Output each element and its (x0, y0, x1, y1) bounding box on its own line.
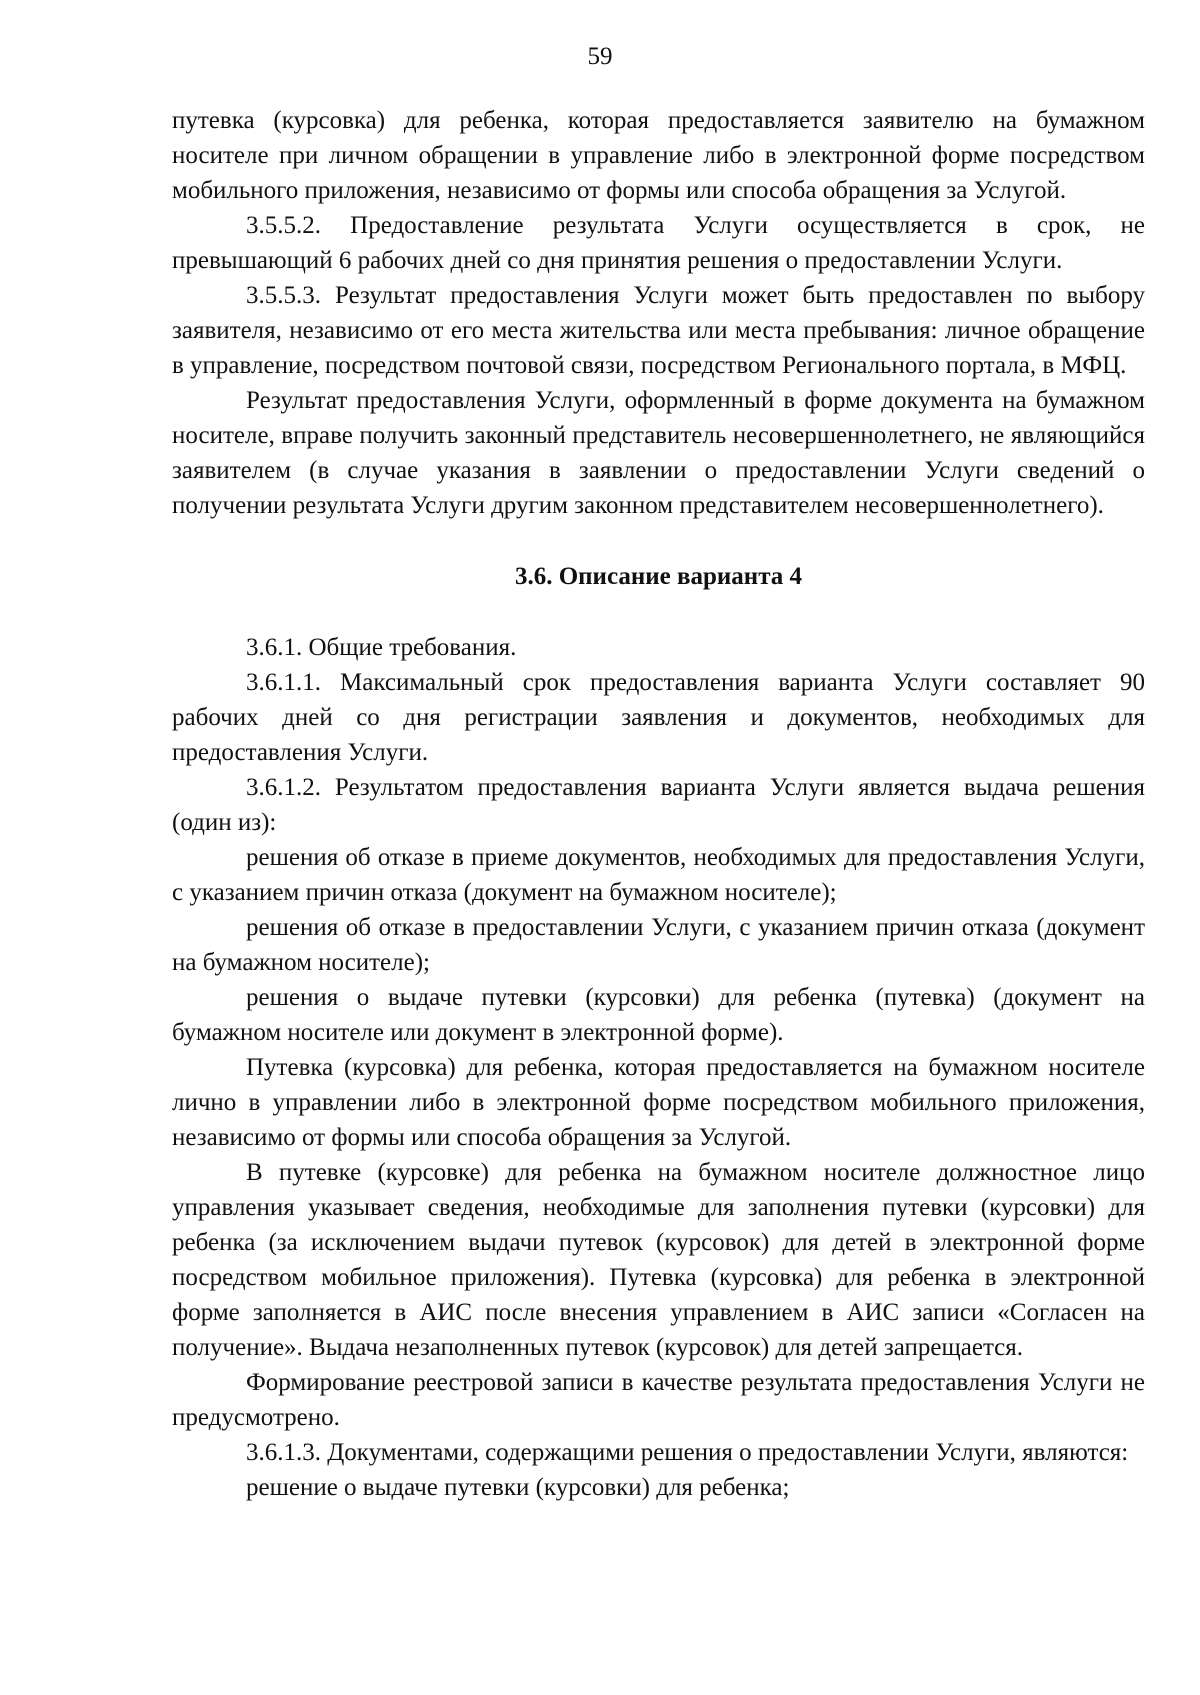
list-item-voucher-issue: решение о выдаче путевки (курсовки) для ребенка; (246, 1474, 790, 1501)
paragraph-3-6-1-3: 3.6.1.3. Документами, содержащими решения о предоставлении Услуги, являются: (246, 1439, 1129, 1466)
paragraph-3-6-1-2: 3.6.1.2. Результатом предоставления варианта Услуги является выдача решения (один из): (172, 774, 1145, 836)
paragraph-result-representative: Результат предоставления Услуги, оформленный в форме документа на бумажном носителе, вправе получить законный представитель несовершеннолетнего, не являющийся заявителем (в случае указания в заявлении о предоставлении Услуги сведений о получении результата Услуги другим законном представителем несовершеннолетнего). (172, 387, 1145, 519)
list-item-refusal-service: решения об отказе в предоставлении Услуги, с указанием причин отказа (документ на бумажном носителе); (172, 914, 1145, 976)
list-item-voucher-decision: решения о выдаче путевки (курсовки) для ребенка (путевка) (документ на бумажном носителе или документ в электронной форме). (172, 984, 1145, 1046)
paragraph-3-6-1-1: 3.6.1.1. Максимальный срок предоставления варианта Услуги составляет 90 рабочих дней со дня регистрации заявления и документов, необходимых для предоставления Услуги. (172, 669, 1145, 766)
document-body (172, 103, 1145, 1505)
paragraph-voucher-provision: Путевка (курсовка) для ребенка, которая предоставляется на бумажном носителе лично в управлении либо в электронной форме посредством мобильного приложения, независимо от формы или способа обращения за Услугой. (172, 1054, 1145, 1151)
paragraph-voucher-filling: В путевке (курсовке) для ребенка на бумажном носителе должностное лицо управления указывает сведения, необходимые для заполнения путевки (курсовки) для ребенка (за исключением выдачи путевок (курсовок) для детей в электронной форме посредством мобильное приложения). Путевка (курсовка) для ребенка в электронной форме заполняется в АИС после внесения управлением в АИС записи «Согласен на получение». Выдача незаполненных путевок (курсовок) для детей запрещается. (172, 1159, 1145, 1361)
paragraph-registry-record: Формирование реестровой записи в качестве результата предоставления Услуги не предусмотрено. (172, 1369, 1145, 1431)
paragraph-continuation: путевка (курсовка) для ребенка, которая предоставляется заявителю на бумажном носителе при личном обращении в управление либо в электронной форме посредством мобильного приложения, независимо от формы или способа обращения за Услугой. (172, 107, 1145, 204)
paragraph-3-6-1: 3.6.1. Общие требования. (246, 634, 517, 661)
page-number: 59 (587, 43, 613, 70)
list-item-refusal-documents: решения об отказе в приеме документов, необходимых для предоставления Услуги, с указанием причин отказа (документ на бумажном носителе); (172, 844, 1145, 906)
section-heading-3-6: 3.6. Описание варианта 4 (514, 563, 803, 590)
paragraph-3-5-5-3: 3.5.5.3. Результат предоставления Услуги может быть предоставлен по выбору заявителя, независимо от его места жительства или места пребывания: личное обращение в управление, посредством почтовой связи, посредством Регионального портала, в МФЦ. (172, 282, 1145, 379)
paragraph-3-5-5-2: 3.5.5.2. Предоставление результата Услуги осуществляется в срок, не превышающий 6 рабочих дней со дня принятия решения о предоставлении Услуги. (172, 212, 1145, 274)
